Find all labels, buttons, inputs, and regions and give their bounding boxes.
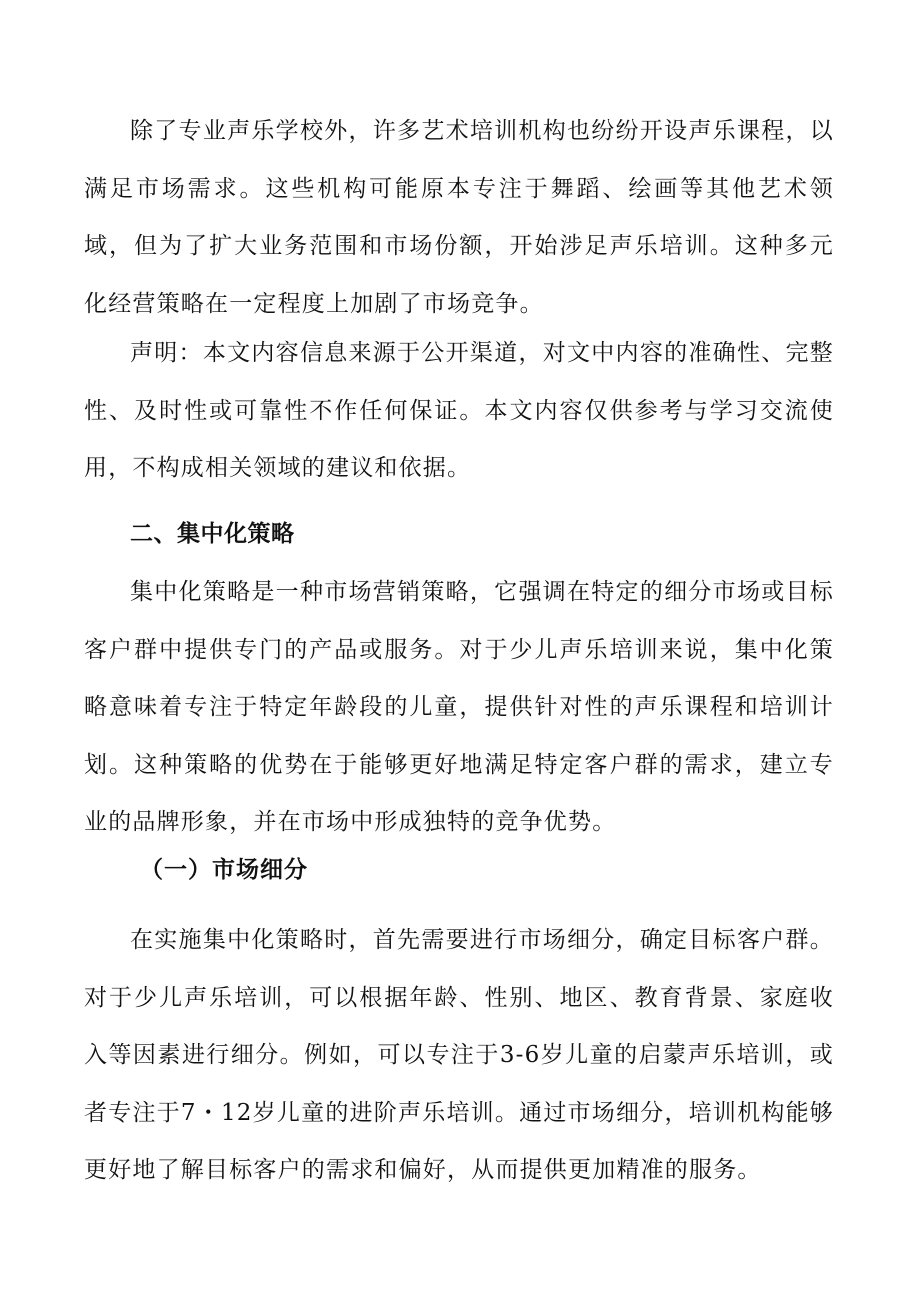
body-paragraph: 在实施集中化策略时，首先需要进行市场细分，确定目标客户群。对于少儿声乐培训，可以根据年龄、性别、地区、教育背景、家庭收入等因素进行细分。例如，可以专注于3-6岁儿童的启蒙声乐培训，或者专注于7・12岁儿童的进阶声乐培训。通过市场细分，培训机构能够更好地了解目标客户的需求和偏好，从而提供更加精准的服务。	[84, 927, 834, 1183]
body-paragraph: 除了专业声乐学校外，许多艺术培训机构也纷纷开设声乐课程，以满足市场需求。这些机构可能原本专注于舞蹈、绘画等其他艺术领域，但为了扩大业务范围和市场份额，开始涉足声乐培训。这种多元化经营策略在一定程度上加剧了市场竞争。	[84, 118, 834, 317]
disclaimer-paragraph: 声明：本文内容信息来源于公开渠道，对文中内容的准确性、完整性、及时性或可靠性不作任何保证。本文内容仅供参考与学习交流使用，不构成相关领域的建议和依据。	[84, 340, 834, 481]
body-paragraph: 集中化策略是一种市场营销策略，它强调在特定的细分市场或目标客户群中提供专门的产品或服务。对于少儿声乐培训来说，集中化策略意味着专注于特定年龄段的儿童，提供针对性的声乐课程和培训计划。这种策略的优势在于能够更好地满足特定客户群的需求，建立专业的品牌形象，并在市场中形成独特的竞争优势。	[84, 579, 834, 835]
subsection-heading: （一）市场细分	[140, 856, 308, 883]
section-heading: 二、集中化策略	[130, 521, 295, 547]
